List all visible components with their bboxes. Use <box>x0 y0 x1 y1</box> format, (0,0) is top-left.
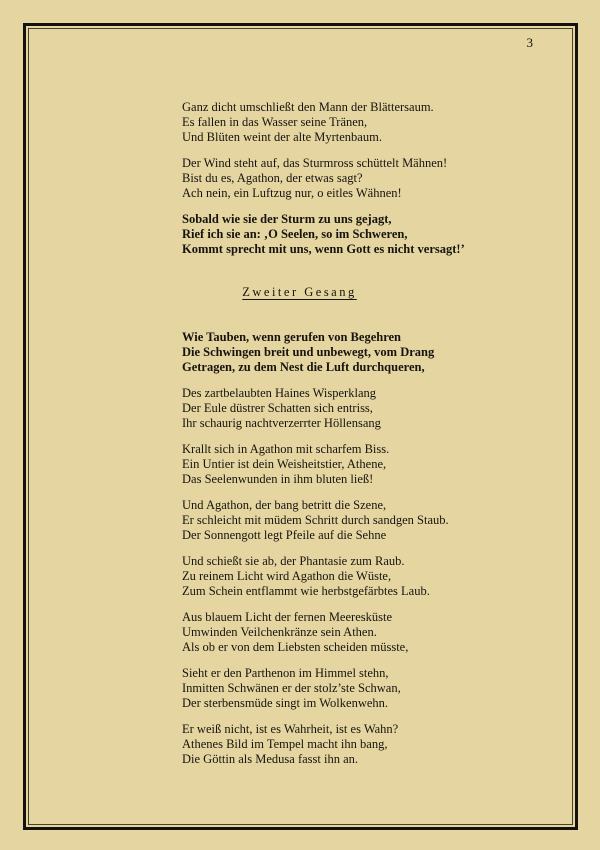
poem-line: Athenes Bild im Tempel macht ihn bang, <box>182 737 388 751</box>
poem-line: Und Agathon, der bang betritt die Szene, <box>182 498 387 512</box>
section-heading <box>29 285 570 300</box>
poem-line: Und Blüten weint der alte Myrtenbaum. <box>182 130 382 144</box>
poem-line: Sobald wie sie der Sturm zu uns gejagt, <box>182 212 392 226</box>
poem-line: Des zartbelaubten Haines Wisperklang <box>182 386 376 400</box>
poem-line: Krallt sich in Agathon mit scharfem Biss. <box>182 442 390 456</box>
poem-line: Er schleicht mit müdem Schritt durch sandgen Staub. <box>182 513 449 527</box>
poem-stanza <box>182 386 570 431</box>
poem-line: Ein Untier ist dein Weisheitstier, Athene, <box>182 457 387 471</box>
poem-line: Aus blauem Licht der fernen Meeresküste <box>182 610 392 624</box>
poem-line: Es fallen in das Wasser seine Tränen, <box>182 115 368 129</box>
poem-line: Der sterbensmüde singt im Wolkenwehn. <box>182 696 389 710</box>
poem-stanza <box>182 722 570 767</box>
poem-line: Die Schwingen breit und unbewegt, vom Drang <box>182 345 435 359</box>
poem-line: Er weiß nicht, ist es Wahrheit, ist es Wahn? <box>182 722 399 736</box>
poem-stanza <box>182 554 570 599</box>
page-number: 3 <box>526 35 533 50</box>
poem-line: Getragen, zu dem Nest die Luft durchqueren, <box>182 360 425 374</box>
poem-stanza <box>182 666 570 711</box>
poem-line: Und schießt sie ab, der Phantasie zum Raub. <box>182 554 405 568</box>
poem-line: Ganz dicht umschließt den Mann der Blättersaum. <box>182 100 434 114</box>
poem-stanza <box>182 610 570 655</box>
poem-stanza <box>182 156 570 201</box>
poem-stanza <box>182 100 570 145</box>
poem-line: Sieht er den Parthenon im Himmel stehn, <box>182 666 389 680</box>
poem-line: Der Wind steht auf, das Sturmross schüttelt Mähnen! <box>182 156 448 170</box>
poem-line: Der Eule düstrer Schatten sich entriss, <box>182 401 373 415</box>
poem-stanza <box>182 442 570 487</box>
poem-line: Umwinden Veilchenkränze sein Athen. <box>182 625 377 639</box>
poem-line: Der Sonnengott legt Pfeile auf die Sehne <box>182 528 387 542</box>
poem-stanza-bold <box>182 330 570 375</box>
poem-line: Das Seelenwunden in ihm bluten ließ! <box>182 472 374 486</box>
poem-stanza <box>182 498 570 543</box>
poem-line: Als ob er von dem Liebsten scheiden müsste, <box>182 640 409 654</box>
poem-line: Inmitten Schwänen er der stolz’ste Schwan, <box>182 681 401 695</box>
poem-stanza-bold <box>182 212 570 257</box>
poem-line: Wie Tauben, wenn gerufen von Begehren <box>182 330 402 344</box>
poem-body <box>29 100 570 767</box>
section-heading-text: Zweiter Gesang <box>242 285 357 299</box>
poem-line: Zu reinem Licht wird Agathon die Wüste, <box>182 569 392 583</box>
poem-line: Zum Schein entflammt wie herbstgefärbtes Laub. <box>182 584 430 598</box>
page-content <box>29 29 570 824</box>
poem-line: Rief ich sie an: ‚O Seelen, so im Schweren, <box>182 227 408 241</box>
poem-line: Kommt sprecht mit uns, wenn Gott es nicht versagt!’ <box>182 242 465 256</box>
poem-line: Ach nein, ein Luftzug nur, o eitles Wähnen! <box>182 186 402 200</box>
poem-line: Die Göttin als Medusa fasst ihn an. <box>182 752 359 766</box>
poem-line: Ihr schaurig nachtverzerrter Höllensang <box>182 416 381 430</box>
poem-line: Bist du es, Agathon, der etwas sagt? <box>182 171 363 185</box>
